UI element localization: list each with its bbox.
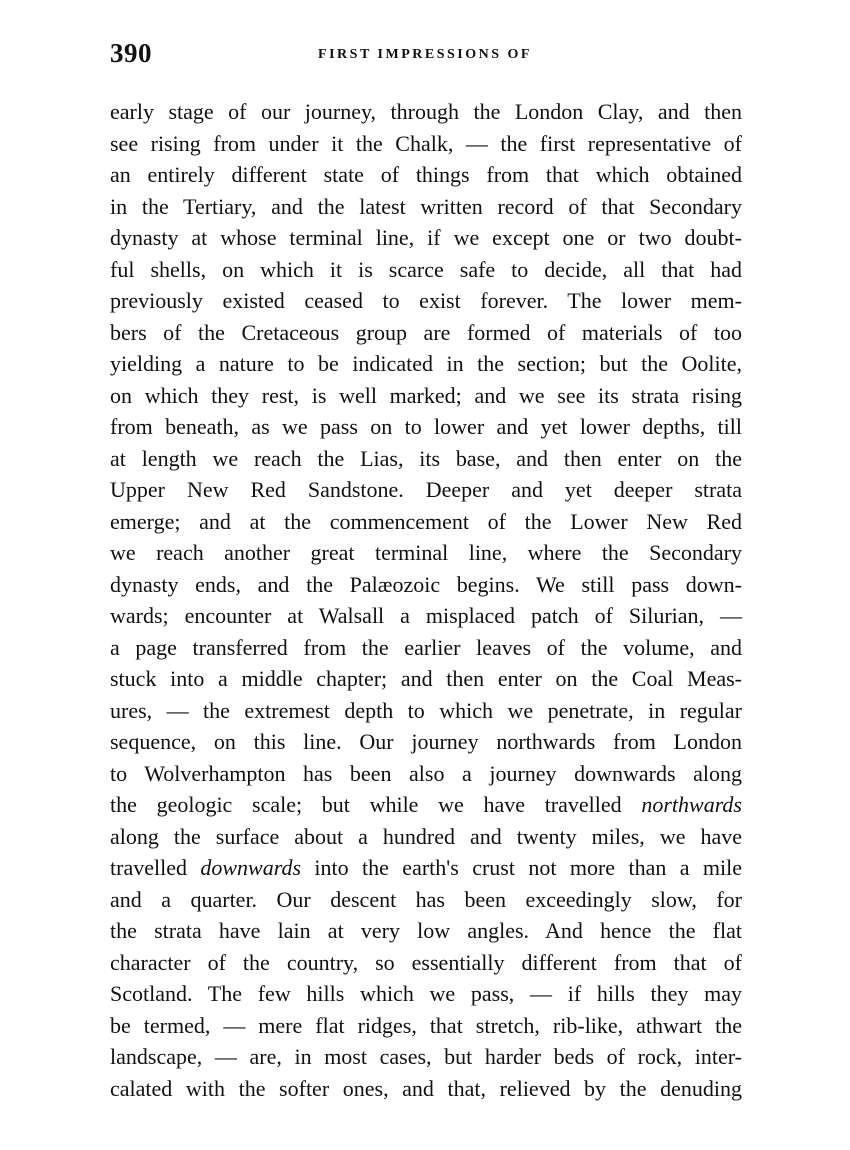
text-line: Scotland. The few hills which we pass, — if hills they may	[110, 981, 742, 1006]
text-line: ful shells, on which it is scarce safe to decide, all that had	[110, 256, 742, 282]
text-line	[110, 789, 742, 821]
text-line: to Wolverhampton has been also a journey downwards along	[110, 760, 742, 786]
text-line: sequence, on this line. Our journey northwards from London	[110, 729, 742, 754]
text-line: early stage of our journey, through the London Clay, and then	[110, 99, 742, 124]
text-line: calated with the softer ones, and that, relieved by the denuding	[110, 1075, 742, 1101]
italic-text: northwards	[641, 792, 742, 817]
text-run: travelled	[110, 855, 201, 880]
text-line: an entirely different state of things from that which obtained	[110, 162, 742, 187]
text-line: a page transferred from the earlier leaves of the volume, and	[110, 634, 742, 660]
text-line: character of the country, so essentially different from that of	[110, 949, 742, 975]
text-line	[110, 852, 742, 884]
text-line: previously existed ceased to exist forever. The lower mem-	[110, 288, 742, 313]
text-run: into the earth's crust not more than a mile	[301, 855, 742, 880]
text-line: bers of the Cretaceous group are formed of materials of too	[110, 319, 742, 345]
text-line: in the Tertiary, and the latest written record of that Secondary	[110, 193, 742, 219]
text-line: ures, — the extremest depth to which we penetrate, in regular	[110, 697, 742, 723]
body-text	[110, 96, 742, 1104]
text-line: be termed, — mere flat ridges, that stretch, rib-like, athwart the	[110, 1012, 742, 1038]
text-line: on which they rest, is well marked; and we see its strata rising	[110, 382, 742, 408]
page-number: 390	[110, 38, 152, 68]
text-line: stuck into a middle chapter; and then enter on the Coal Meas-	[110, 666, 742, 691]
text-line: wards; encounter at Walsall a misplaced patch of Silurian, —	[110, 603, 742, 628]
text-line: along the surface about a hundred and twenty miles, we have	[110, 823, 742, 849]
text-line: and a quarter. Our descent has been exceedingly slow, for	[110, 886, 742, 912]
text-line: dynasty at whose terminal line, if we except one or two doubt-	[110, 225, 742, 250]
text-line: yielding a nature to be indicated in the section; but the Oolite,	[110, 351, 742, 376]
text-line: at length we reach the Lias, its base, and then enter on the	[110, 445, 742, 471]
text-line: Upper New Red Sandstone. Deeper and yet deeper strata	[110, 477, 742, 502]
text-line: see rising from under it the Chalk, — the first representative of	[110, 130, 742, 156]
text-run: the geologic scale; but while we have travelled	[110, 792, 642, 817]
page-header	[110, 38, 740, 78]
text-line: emerge; and at the commencement of the Lower New Red	[110, 508, 742, 534]
text-line: landscape, — are, in most cases, but harder beds of rock, inter-	[110, 1044, 742, 1069]
text-line: from beneath, as we pass on to lower and yet lower depths, till	[110, 414, 742, 439]
text-line: we reach another great terminal line, where the Secondary	[110, 540, 742, 565]
text-line: the strata have lain at very low angles. And hence the flat	[110, 918, 742, 943]
text-line: dynasty ends, and the Palæozoic begins. We still pass down-	[110, 571, 742, 597]
italic-text: downwards	[200, 855, 302, 880]
running-head: FIRST IMPRESSIONS OF	[318, 47, 532, 62]
